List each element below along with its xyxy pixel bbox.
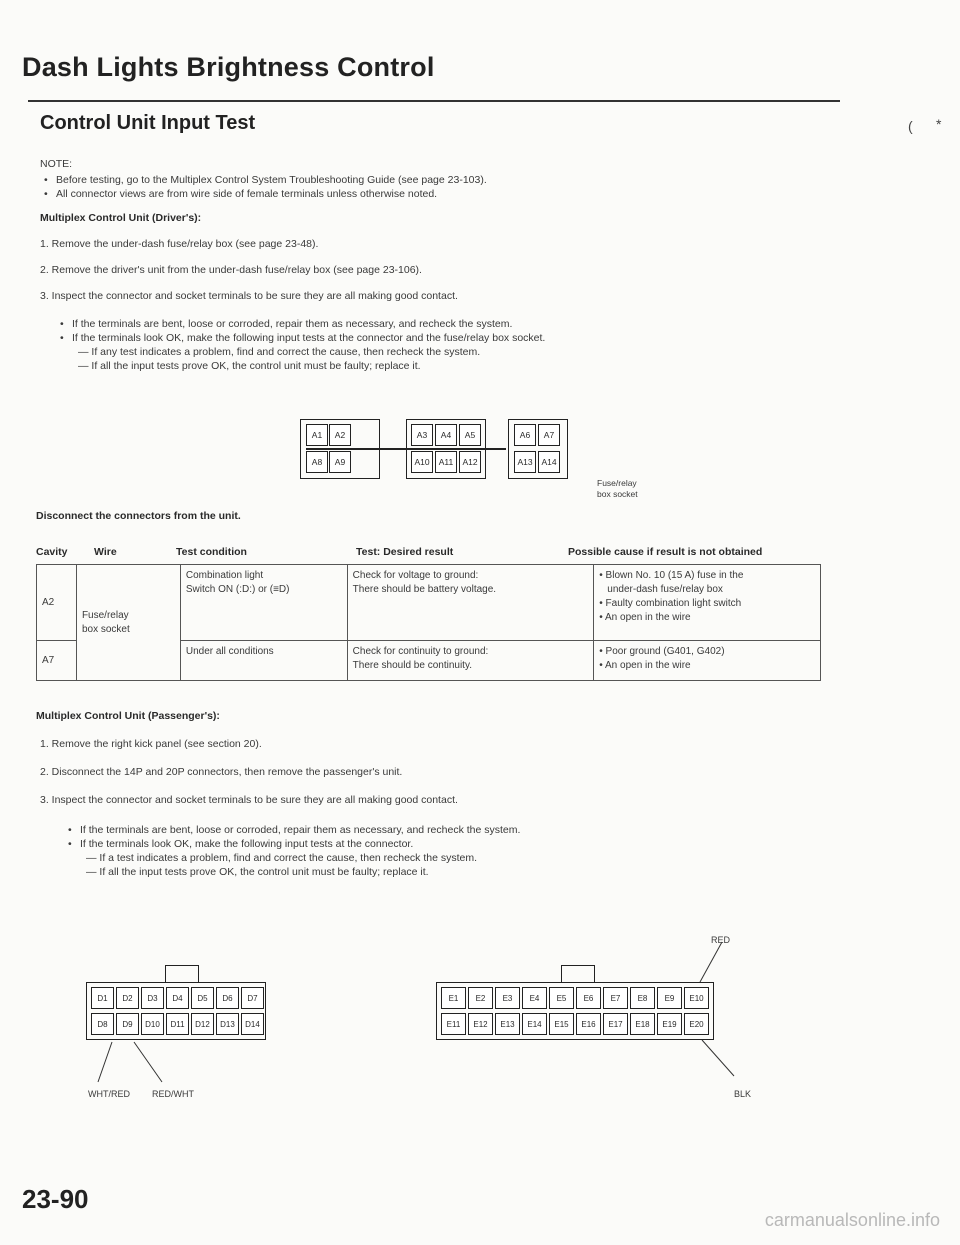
pin: E20 [684,1013,709,1035]
socket-label: Fuse/relay [597,478,637,488]
drivers-bullet: • If the terminals are bent, loose or corroded, repair them as necessary, and recheck the system. [72,318,512,330]
wire-leader-lines [90,1040,200,1090]
pin: E9 [657,987,682,1009]
wire-color-label: BLK [734,1089,752,1099]
drivers-step: 1. Remove the under-dash fuse/relay box (see page 23-48). [40,238,319,250]
margin-mark: ( [908,118,913,134]
note-item: • All connector views are from wire side of female terminals unless otherwise noted. [56,188,437,200]
pin: A12 [459,451,481,473]
wire-color-label: RED/WHT [152,1089,194,1099]
table-header-cause: Possible cause if result is not obtained [568,546,763,558]
pin: A7 [538,424,560,446]
title-rule [28,100,840,102]
pin: E19 [657,1013,682,1035]
pin: E6 [576,987,601,1009]
condition-line: Combination light [185,570,264,581]
pin: E5 [549,987,574,1009]
pin: D4 [166,987,189,1009]
pin: A2 [329,424,351,446]
wire-color-label: RED [711,935,731,945]
connector-20p [436,982,714,1040]
connector-lock-tab [165,965,199,983]
note-item: • Before testing, go to the Multiplex Control System Troubleshooting Guide (see page 23-103). [56,174,487,186]
watermark: carmanualsonline.info [764,1210,940,1230]
passenger-dash: — If a test indicates a problem, find and correct the cause, then recheck the system. [86,852,478,864]
pin: D14 [241,1013,264,1035]
wire-line: box socket [81,623,130,635]
pin: E8 [630,987,655,1009]
result-line: There should be battery voltage. [352,584,497,595]
connector-lock-tab [561,965,595,983]
table-header-cavity: Cavity [36,546,68,558]
input-test-table [36,564,821,681]
pin: E15 [549,1013,574,1035]
passenger-step: 2. Disconnect the 14P and 20P connectors, then remove the passenger's unit. [40,766,403,778]
pin: E17 [603,1013,628,1035]
pin: D1 [91,987,114,1009]
pin: E10 [684,987,709,1009]
cause-line: • An open in the wire [599,660,691,671]
pin: A13 [514,451,536,473]
pin: D6 [216,987,239,1009]
pin: A6 [514,424,536,446]
pin: A14 [538,451,560,473]
pin: D11 [166,1013,189,1035]
pin: E12 [468,1013,493,1035]
cause-line: • Blown No. 10 (15 A) fuse in the [599,570,744,581]
cell-cavity: A7 [37,641,77,681]
cause-line: • Poor ground (G401, G402) [599,646,725,657]
pin: D12 [191,1013,214,1035]
cause-line: • Faulty combination light switch [599,598,742,609]
pin: D3 [141,987,164,1009]
cell-condition [180,565,347,641]
passenger-step: 1. Remove the right kick panel (see section 20). [40,738,262,750]
table-header-condition: Test condition [176,546,247,558]
cause-line: under-dash fuse/relay box [607,584,723,595]
connector-14p [86,982,266,1040]
pin: D5 [191,987,214,1009]
pin: D10 [141,1013,164,1035]
pin: E18 [630,1013,655,1035]
pin: A3 [411,424,433,446]
pin: A10 [411,451,433,473]
cell-result [347,565,594,641]
pin: E16 [576,1013,601,1035]
condition-line: Switch ON (:D:) or (≡D) [185,584,290,595]
cell-cause [594,641,821,681]
pin: D9 [116,1013,139,1035]
pin: E1 [441,987,466,1009]
drivers-heading: Multiplex Control Unit (Driver's): [40,212,202,224]
socket-label: box socket [597,489,638,499]
pin: A1 [306,424,328,446]
cell-cause [594,565,821,641]
note-label: NOTE: [40,158,73,170]
drivers-step: 3. Inspect the connector and socket terminals to be sure they are all making good contact. [40,290,458,302]
disconnect-instruction: Disconnect the connectors from the unit. [36,510,241,522]
table-header-result: Test: Desired result [356,546,454,558]
drivers-dash: — If all the input tests prove OK, the control unit must be faulty; replace it. [78,360,421,372]
drivers-step: 2. Remove the driver's unit from the under-dash fuse/relay box (see page 23-106). [40,264,422,276]
wire-line: Fuse/relay [81,609,129,621]
section-subtitle: Control Unit Input Test [40,112,256,134]
pin: E13 [495,1013,520,1035]
passenger-bullet: • If the terminals look OK, make the following input tests at the connector. [80,838,413,850]
pin: E3 [495,987,520,1009]
pin: D8 [91,1013,114,1035]
pin: E4 [522,987,547,1009]
pin: D7 [241,987,264,1009]
passenger-heading: Multiplex Control Unit (Passenger's): [36,710,220,722]
socket-group-1 [300,419,380,479]
pin: A5 [459,424,481,446]
passenger-bullet: • If the terminals are bent, loose or corroded, repair them as necessary, and recheck the system. [80,824,520,836]
pin: D13 [216,1013,239,1035]
pin: A11 [435,451,457,473]
cell-wire [76,565,180,681]
cell-cavity: A2 [37,565,77,641]
result-line: Check for continuity to ground: [352,646,489,657]
table-row [37,565,821,641]
socket-group-2 [406,419,486,479]
cell-condition: Under all conditions [180,641,347,681]
page-title: Dash Lights Brightness Control [22,52,435,82]
cause-line: • An open in the wire [599,612,691,623]
cell-result [347,641,594,681]
drivers-bullet: • If the terminals look OK, make the following input tests at the connector and the fuse/relay box socket. [72,332,545,344]
wire-color-label: WHT/RED [88,1089,130,1099]
result-line: Check for voltage to ground: [352,570,479,581]
page-number: 23-90 [22,1184,89,1214]
wire-leader-lines [690,940,750,1080]
socket-group-3 [508,419,568,479]
pin: E14 [522,1013,547,1035]
pin: E11 [441,1013,466,1035]
pin: D2 [116,987,139,1009]
drivers-dash: — If any test indicates a problem, find and correct the cause, then recheck the system. [78,346,481,358]
passenger-step: 3. Inspect the connector and socket terminals to be sure they are all making good contact. [40,794,458,806]
pin: A4 [435,424,457,446]
table-header-wire: Wire [94,546,117,558]
pin: E2 [468,987,493,1009]
pin: E7 [603,987,628,1009]
result-line: There should be continuity. [352,660,472,671]
pin: A9 [329,451,351,473]
margin-mark: * [936,116,942,132]
passenger-dash: — If all the input tests prove OK, the control unit must be faulty; replace it. [86,866,429,878]
pin: A8 [306,451,328,473]
